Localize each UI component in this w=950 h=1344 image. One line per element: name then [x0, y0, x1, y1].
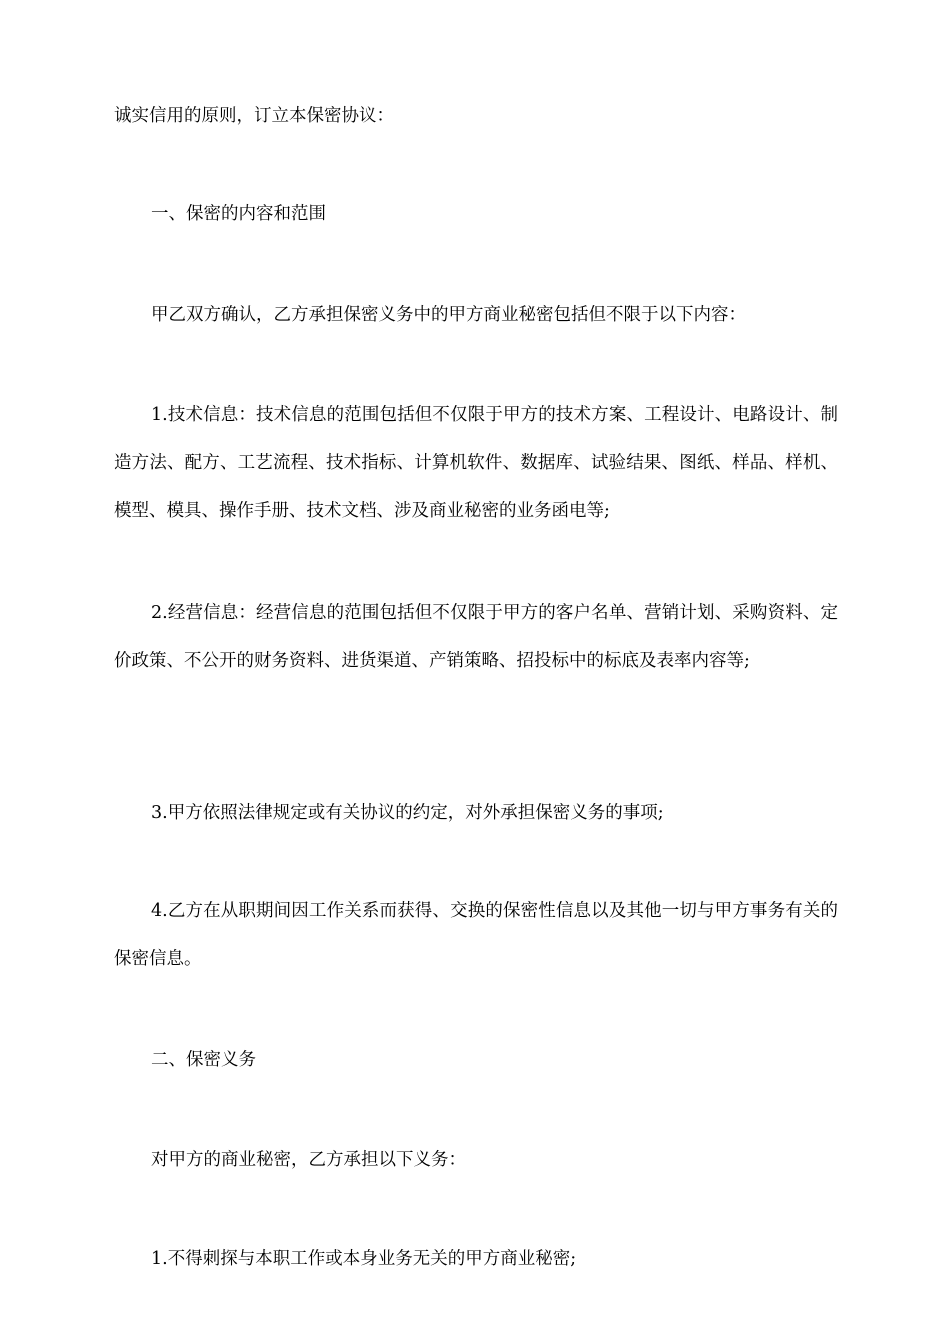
paragraph-legal-obligations: 3.甲方依照法律规定或有关协议的约定，对外承担保密义务的事项; — [151, 803, 664, 823]
paragraph-obligation-1: 1.不得刺探与本职工作或本身业务无关的甲方商业秘密; — [151, 1249, 577, 1269]
section-heading-scope: 一、保密的内容和范围 — [151, 204, 326, 224]
paragraph-intro-continuation: 诚实信用的原则，订立本保密协议： — [114, 106, 394, 126]
paragraph-technical-info: 1.技术信息：技术信息的范围包括但不仅限于甲方的技术方案、工程设计、电路设计、制造方法、配方、工艺流程、技术指标、计算机软件、数据库、试验结果、图纸、样品、样机、模型、模具、操作手册、技术文档、涉及商业秘密的业务函电等; — [114, 405, 838, 521]
section-heading-obligations: 二、保密义务 — [151, 1050, 256, 1070]
paragraph-other-confidential-info: 4.乙方在从职期间因工作关系而获得、交换的保密性信息以及其他一切与甲方事务有关的保密信息。 — [114, 901, 838, 969]
paragraph-obligations-intro: 对甲方的商业秘密，乙方承担以下义务： — [151, 1150, 466, 1170]
paragraph-business-info: 2.经营信息：经营信息的范围包括但不仅限于甲方的客户名单、营销计划、采购资料、定价政策、不公开的财务资料、进货渠道、产销策略、招投标中的标底及表率内容等; — [114, 603, 838, 671]
paragraph-confirmation: 甲乙双方确认，乙方承担保密义务中的甲方商业秘密包括但不限于以下内容： — [151, 305, 746, 325]
